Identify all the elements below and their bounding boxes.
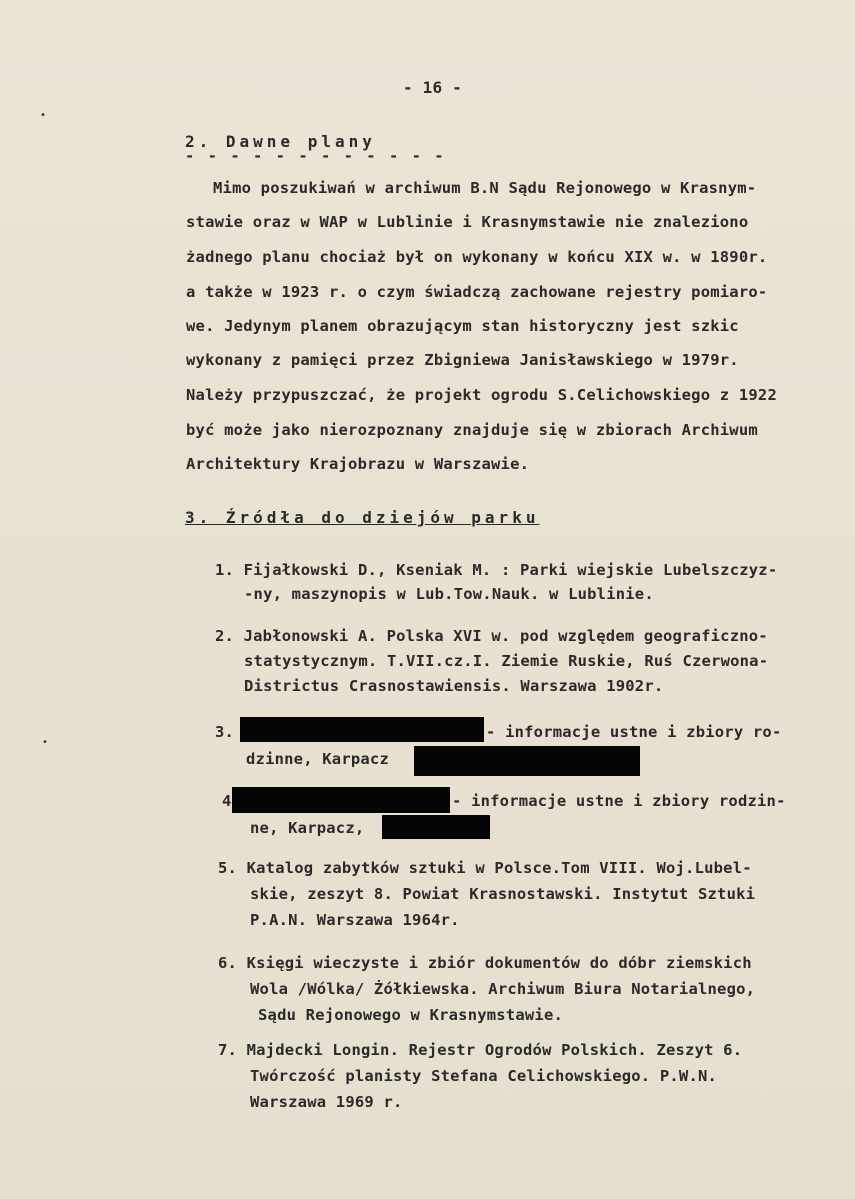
source-item-7-line: Twórczość planisty Stefana Celichowskiego. P.W.N.: [250, 1067, 718, 1085]
section-2-heading: 2. Dawne plany: [185, 132, 376, 151]
section-2-line: a także w 1923 r. o czym świadczą zachowane rejestry pomiaro-: [186, 283, 768, 301]
section-2-line: wykonany z pamięci przez Zbigniewa Janisławskiego w 1979r.: [186, 351, 739, 369]
source-item-2-line: 2. Jabłonowski A. Polska XVI w. pod względem geograficzno-: [215, 627, 768, 645]
source-item-4-line: - informacje ustne i zbiory rodzin-: [452, 792, 786, 810]
source-item-3-number: 3.: [215, 723, 235, 741]
section-2-line: stawie oraz w WAP w Lublinie i Krasnymstawie nie znaleziono: [186, 213, 749, 231]
source-item-1-line: 1. Fijałkowski D., Kseniak M. : Parki wiejskie Lubelszczyz-: [215, 561, 778, 579]
source-item-2-line: Districtus Crasnostawiensis. Warszawa 1902r.: [244, 677, 664, 695]
source-item-6-line: Wola /Wólka/ Żółkiewska. Archiwum Biura Notarialnego,: [250, 980, 756, 998]
section-2-line: we. Jedynym planem obrazującym stan historyczny jest szkic: [186, 317, 739, 335]
redaction-bar: [232, 787, 450, 813]
source-item-6-line: Sądu Rejonowego w Krasnymstawie.: [258, 1006, 564, 1024]
source-item-5-line: P.A.N. Warszawa 1964r.: [250, 911, 460, 929]
section-2-line: Mimo poszukiwań w archiwum B.N Sądu Rejonowego w Krasnym-: [213, 179, 757, 197]
source-item-7-line: 7. Majdecki Longin. Rejestr Ogrodów Polskich. Zeszyt 6.: [218, 1041, 743, 1059]
source-item-1-line: -ny, maszynopis w Lub.Tow.Nauk. w Lublinie.: [244, 585, 654, 603]
section-3-heading: 3. Źródła do dziejów parku: [185, 508, 540, 527]
source-item-3-line: - informacje ustne i zbiory ro-: [486, 723, 782, 741]
section-2-line: Należy przypuszczać, że projekt ogrodu S.Celichowskiego z 1922: [186, 386, 777, 404]
section-2-line: żadnego planu chociaż był on wykonany w końcu XIX w. w 1890r.: [186, 248, 768, 266]
source-item-7-line: Warszawa 1969 r.: [250, 1093, 403, 1111]
source-item-5-line: skie, zeszyt 8. Powiat Krasnostawski. Instytut Sztuki: [250, 885, 756, 903]
margin-speck-mark: •: [42, 737, 49, 748]
page-number: - 16 -: [403, 78, 462, 97]
source-item-4-line: ne, Karpacz,: [250, 819, 365, 837]
source-item-3-line: dzinne, Karpacz: [246, 750, 389, 768]
source-item-5-line: 5. Katalog zabytków sztuki w Polsce.Tom VIII. Woj.Lubel-: [218, 859, 752, 877]
section-2-line: Architektury Krajobrazu w Warszawie.: [186, 455, 530, 473]
margin-speck-mark: •: [40, 110, 47, 121]
source-item-6-line: 6. Księgi wieczyste i zbiór dokumentów do dóbr ziemskich: [218, 954, 752, 972]
redaction-bar: [414, 746, 640, 776]
redaction-bar: [382, 815, 490, 839]
source-item-4-number: 4: [222, 792, 232, 810]
section-2-line: być może jako nierozpoznany znajduje się w zbiorach Archiwum: [186, 421, 758, 439]
section-2-underline: - - - - - - - - - - - -: [185, 147, 446, 165]
redaction-bar: [240, 717, 484, 742]
source-item-2-line: statystycznym. T.VII.cz.I. Ziemie Ruskie, Ruś Czerwona-: [244, 652, 769, 670]
